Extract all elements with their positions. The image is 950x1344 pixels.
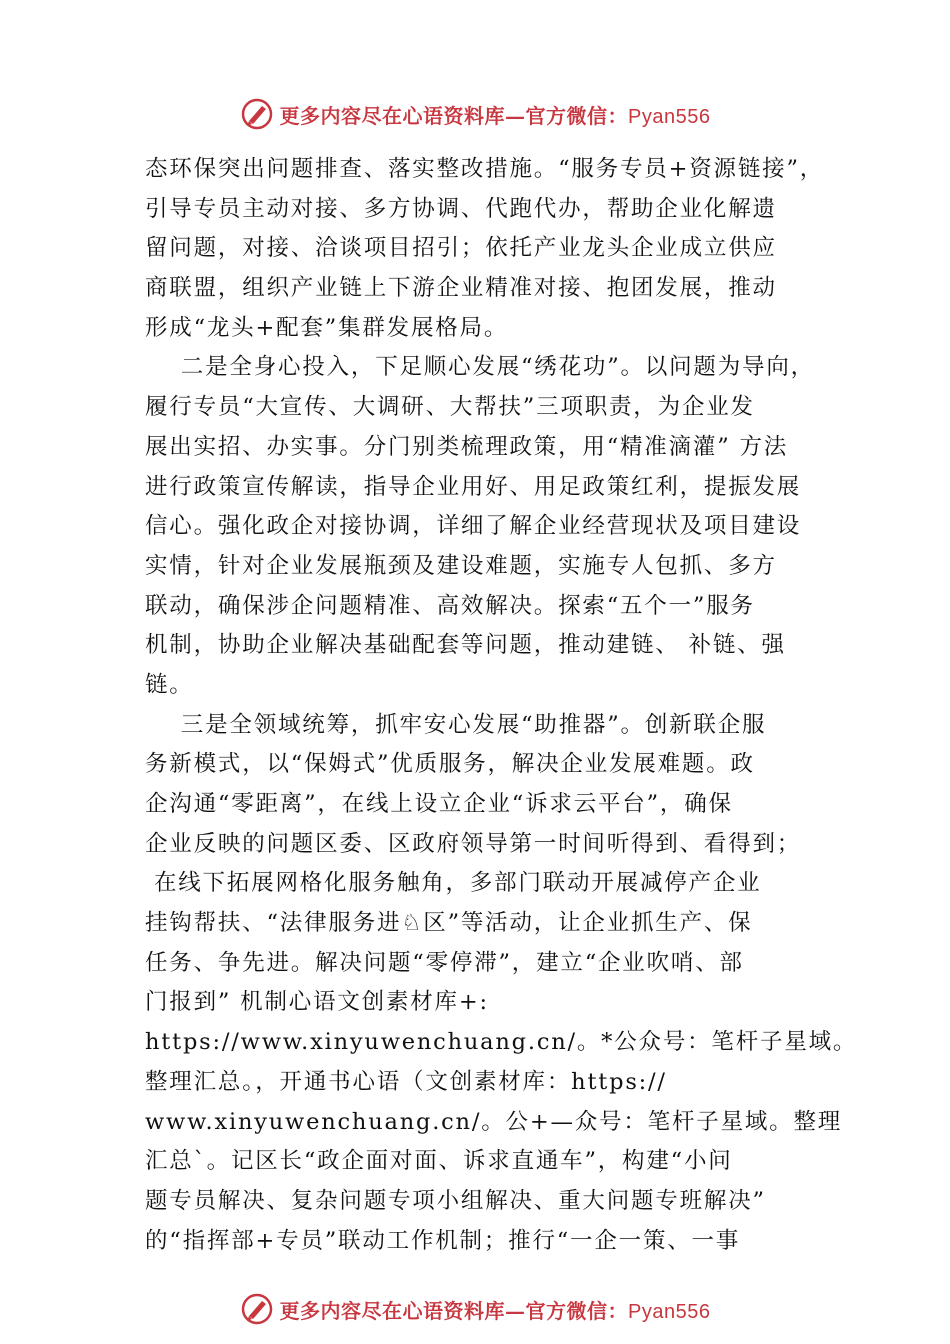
text-line: 商联盟，组织产业链上下游企业精准对接、抱团发展，推动 — [145, 275, 777, 302]
text-line: 展出实招、办实事。分门别类梳理政策，用“精准滴灌” 方法 — [145, 433, 789, 460]
text-line: 履行专员“大宣传、大调研、大帮扶”三项职责，为企业发 — [145, 394, 755, 421]
text-line: 进行政策宣传解读，指导企业用好、用足政策红利，提振发展 — [145, 473, 802, 500]
text-line: 企业反映的问题区委、区政府领导第一时间听得到、看得到； — [145, 830, 802, 857]
text-line: 的“指挥部+专员”联动工作机制；推行“一企一策、一事 — [145, 1227, 741, 1254]
watermark-text: 更多内容尽在心语资料库—官方微信：Pyan556 — [279, 103, 711, 128]
text-line: 汇总`。记区长“政企面对面、诉求直通车”，构建“小问 — [145, 1148, 733, 1175]
text-line: 务新模式，以“保姆式”优质服务，解决企业发展难题。政 — [145, 751, 755, 778]
text-line: 链。 — [145, 671, 194, 698]
footer-watermark-banner — [0, 1289, 950, 1329]
text-line: 联动，确保涉企问题精准、高效解决。探索“五个一”服务 — [145, 592, 755, 619]
text-line: 信心。强化政企对接协调，详细了解企业经营现状及项目建设 — [145, 513, 802, 540]
text-line: 企沟通“零距离”，在线上设立企业“诉求云平台”，确保 — [145, 791, 733, 817]
text-line: 三是全领域统筹，抓牢安心发展“助推器”。创新联企服 — [145, 711, 767, 738]
text-line: 题专员解决、复杂问题专项小组解决、重大问题专班解决” — [145, 1187, 766, 1214]
text-line: 留问题，对接、洽谈项目招引；依托产业龙头企业成立供应 — [145, 235, 777, 262]
text-line: 机制，协助企业解决基础配套等问题，推动建链、 补链、强 — [145, 632, 786, 659]
pen-stamp-icon — [240, 1292, 274, 1326]
text-line: 实情，针对企业发展瓶颈及建设难题，实施专人包抓、多方 — [145, 552, 777, 579]
header-watermark-banner — [0, 94, 950, 134]
text-line: https://www.xinyuwenchuang.cn/。*公众号：笔杆子星域。 — [145, 1029, 858, 1056]
text-line: 态环保突出问题排查、落实整改措施。“服务专员+资源链接”， — [145, 156, 825, 182]
text-line: 引导专员主动对接、多方协调、代跑代办，帮助企业化解遗 — [145, 195, 777, 222]
pen-stamp-icon — [240, 97, 274, 131]
text-line: 形成“龙头+配套”集群发展格局。 — [145, 314, 509, 341]
watermark-text: 更多内容尽在心语资料库—官方微信：Pyan556 — [279, 1298, 711, 1323]
text-line: www.xinyuwenchuang.cn/。公+—众号：笔杆子星域。整理 — [145, 1108, 843, 1135]
text-line: 门报到” 机制心语文创素材库+: — [145, 989, 489, 1016]
text-line: 挂钩帮扶、“法律服务进♘区”等活动，让企业抓生产、保 — [145, 910, 753, 937]
text-line: 在线下拓展网格化服务触角，多部门联动开展减停产企业 — [145, 870, 762, 897]
text-line: 二是全身心投入，下足顺心发展“绣花功”。以问题为导向， — [145, 354, 815, 381]
document-body — [145, 150, 858, 1261]
text-line: 任务、争先进。解决问题“零停滞”，建立“企业吹哨、部 — [145, 949, 744, 976]
text-line: 整理汇总。，开通书心语（文创素材库：https:// — [145, 1068, 667, 1095]
